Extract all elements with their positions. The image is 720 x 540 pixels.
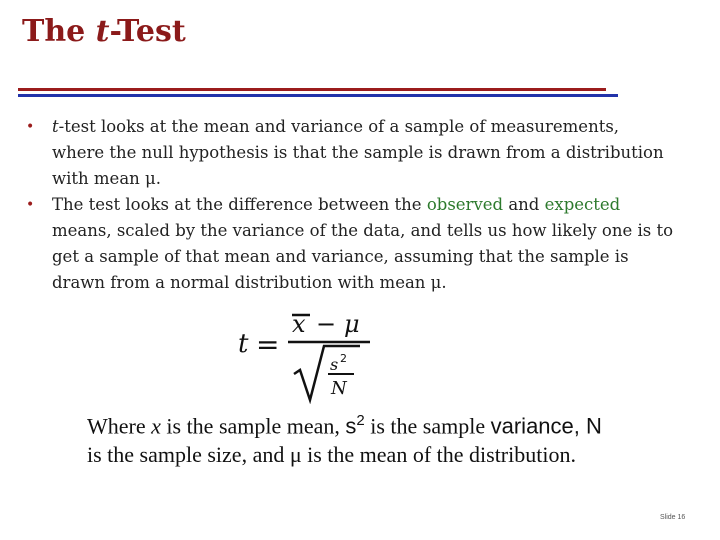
formula-x: x xyxy=(292,310,306,338)
title-underline-blue xyxy=(18,94,618,97)
bullet-item-2: • The test looks at the difference between the observed and expected means, scaled by the variance of the data, and tells us how likely one is to get a sample of that mean and variance, assuming that the sample is drawn from a normal distribution with mean μ. xyxy=(24,192,674,296)
formula-s: s xyxy=(330,355,339,374)
bullet-marker-icon: • xyxy=(26,197,35,213)
slide-title: The t-Test xyxy=(22,14,186,49)
formula-two: 2 xyxy=(340,352,347,365)
formula-minus: − xyxy=(316,310,337,338)
expected-term: expected xyxy=(544,195,621,214)
bullet-list xyxy=(24,114,674,296)
formula-t: t xyxy=(238,329,249,359)
bullet-marker-icon: • xyxy=(26,119,35,135)
formula-N: N xyxy=(331,378,347,399)
bullet-item-1: • t-test looks at the mean and variance of a sample of measurements, where the null hypothesis is that the sample is drawn from a distribution with mean μ. xyxy=(24,114,674,192)
t-statistic-formula xyxy=(236,308,376,404)
title-underline-red xyxy=(18,88,606,91)
observed-term: observed xyxy=(426,195,504,214)
slide-number: Slide 16 xyxy=(660,514,686,521)
formula-mu: μ xyxy=(344,310,360,338)
formula-explanation: Where x is the sample mean, $s^2$ is the sample variance, N is the sample size, and μ is the mean of the distribution. xyxy=(87,412,602,468)
formula-equals: = xyxy=(256,328,280,361)
